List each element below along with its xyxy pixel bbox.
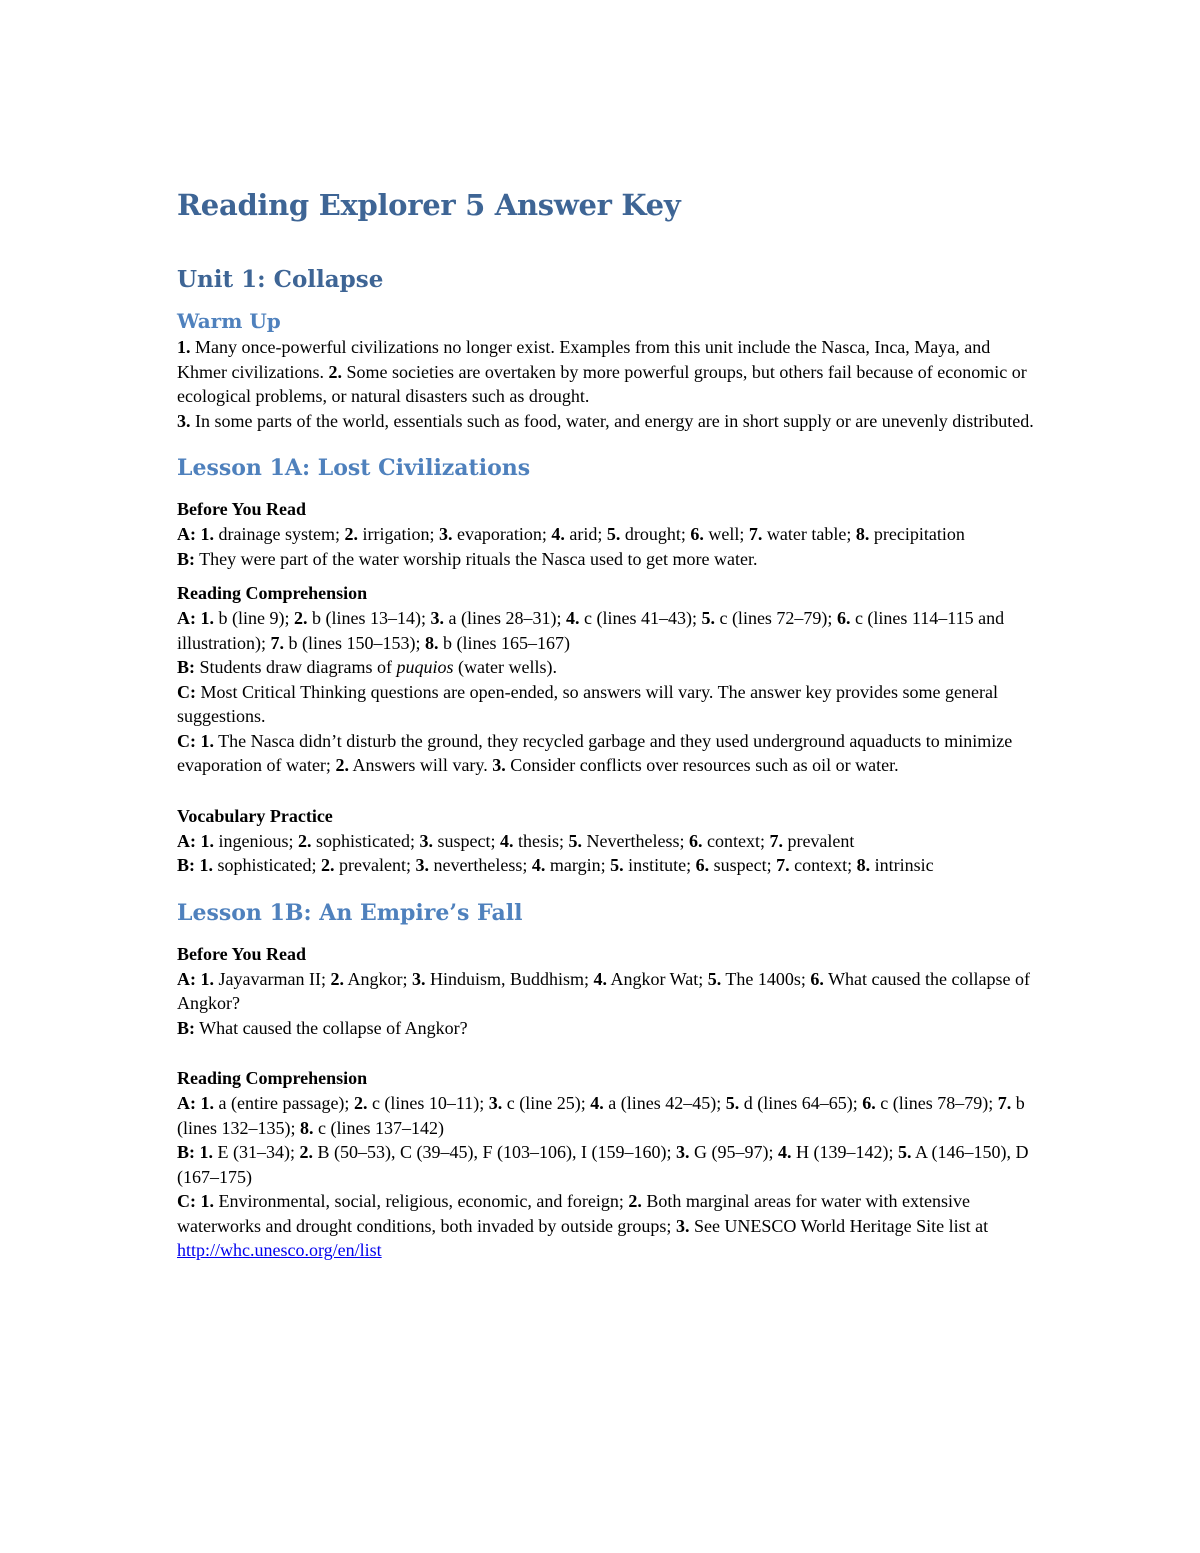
l1a-vp-heading: Vocabulary Practice: [177, 805, 333, 826]
l1a-vp-a: A: 1. ingenious; 2. sophisticated; 3. suspect; 4. thesis; 5. Nevertheless; 6. context; 7. prevalent: [177, 830, 855, 851]
document-page: [177, 188, 1037, 1263]
l1b-rc-c: C: 1. Environmental, social, religious, economic, and foreign; 2. Both marginal areas for water with extensive waterworks and drought conditions, both invaded by outside groups; 3. See UNESCO World Heritage Site list at http://whc.unesco.org/en/list: [177, 1191, 989, 1260]
unesco-link[interactable]: http://whc.unesco.org/en/list: [177, 1240, 382, 1260]
l1a-rc-heading: Reading Comprehension: [177, 583, 368, 603]
l1a-vp-b: B: 1. sophisticated; 2. prevalent; 3. nevertheless; 4. margin; 5. institute; 6. suspect; 7. context; 8. intrinsic: [177, 855, 934, 875]
l1b-rc-a: A: 1. a (entire passage); 2. c (lines 10–11); 3. c (line 25); 4. a (lines 42–45); 5. d (lines 64–65); 6. c (lines 78–79); 7. b (lines 132–135); 8. c (lines 137–142): [177, 1093, 1025, 1138]
l1a-rc-a: A: 1. b (line 9); 2. b (lines 13–14); 3. a (lines 28–31); 4. c (lines 41–43); 5. c (lines 72–79); 6. c (lines 114–115 and illustration); 7. b (lines 150–153); 8. b (lines 165–167): [177, 608, 1005, 653]
l1b-rc-heading: Reading Comprehension: [177, 1068, 368, 1088]
l1a-rc-c1: C: Most Critical Thinking questions are open-ended, so answers will vary. The answer key provides some general suggestions.: [177, 681, 998, 726]
l1b-byr-heading: Before You Read: [177, 943, 306, 964]
l1b-rc-b: B: 1. E (31–34); 2. B (50–53), C (39–45), F (103–106), I (159–160); 3. G (95–97); 4. H (139–142); 5. A (146–150), D (167–175): [177, 1142, 1029, 1187]
lesson-1b-heading: Lesson 1B: An Empire’s Fall: [177, 899, 523, 926]
l1a-byr-a: A: 1. drainage system; 2. irrigation; 3. evaporation; 4. arid; 5. drought; 6. well; 7. water table; 8. precipitation: [177, 524, 965, 544]
document-title: Reading Explorer 5 Answer Key: [177, 188, 681, 222]
l1a-byr-b: B: They were part of the water worship rituals the Nasca used to get more water.: [177, 548, 758, 569]
l1a-rc-b: B: Students draw diagrams of puquios (water wells).: [177, 657, 557, 677]
l1a-rc-c2: C: 1. The Nasca didn’t disturb the ground, they recycled garbage and they used underground aquaducts to minimize evaporation of water; 2. Answers will vary. 3. Consider conflicts over resources such as oil or water.: [177, 730, 1013, 775]
l1b-byr-a: A: 1. Jayavarman II; 2. Angkor; 3. Hinduism, Buddhism; 4. Angkor Wat; 5. The 1400s; 6. What caused the collapse of Angkor?: [177, 968, 1030, 1013]
warmup-paragraph: 1. Many once-powerful civilizations no longer exist. Examples from this unit include the Nasca, Inca, Maya, and Khmer civilizations. 2. Some societies are overtaken by more powerful groups, but others fail because of economic or ecological problems, or natural disasters such as drought. 3. In some parts of the world, essentials such as food, water, and energy are in short supply or are unevenly distributed.: [177, 337, 1034, 431]
l1b-byr-b: B: What caused the collapse of Angkor?: [177, 1017, 468, 1038]
l1a-byr-heading: Before You Read: [177, 499, 306, 519]
warmup-heading: Warm Up: [177, 309, 281, 333]
lesson-1a-heading: Lesson 1A: Lost Civilizations: [177, 455, 531, 481]
unit-heading: Unit 1: Collapse: [177, 266, 384, 293]
